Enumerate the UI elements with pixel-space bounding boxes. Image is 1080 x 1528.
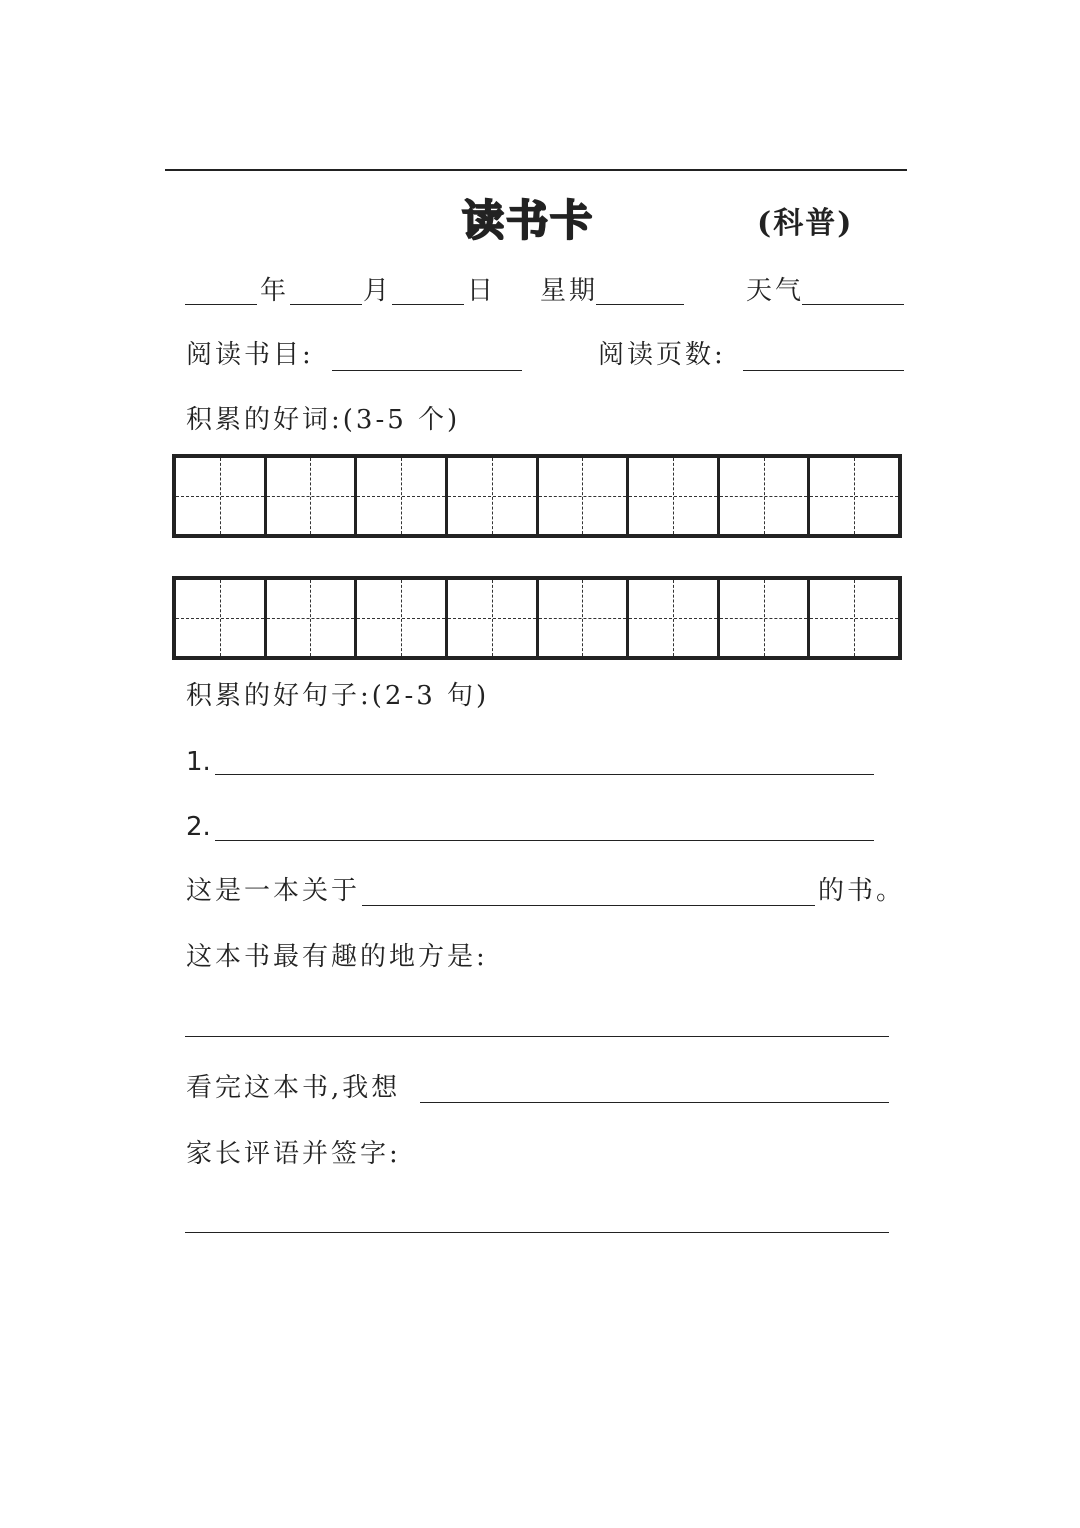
- day-blank[interactable]: [392, 304, 464, 305]
- pages-read-label: 阅读页数:: [598, 340, 726, 370]
- sentence-2-blank[interactable]: [215, 840, 874, 841]
- grid-cell[interactable]: [445, 458, 536, 534]
- grid-cell[interactable]: [264, 580, 355, 656]
- grid-cell[interactable]: [626, 458, 717, 534]
- weekday-label: 星期: [540, 276, 599, 306]
- most-interesting-label: 这本书最有趣的地方是:: [186, 942, 488, 972]
- parent-comment-blank[interactable]: [185, 1232, 889, 1233]
- word-grid-row-2[interactable]: [172, 576, 902, 660]
- book-title-label: 阅读书目:: [186, 340, 314, 370]
- day-label: 日: [467, 276, 497, 306]
- good-sentences-label: 积累的好句子:(2-3 句): [186, 681, 490, 711]
- grid-cell[interactable]: [717, 458, 808, 534]
- category-label: (科普): [757, 206, 854, 241]
- grid-cell[interactable]: [536, 458, 627, 534]
- sentence-1-blank[interactable]: [215, 774, 874, 775]
- top-divider: [165, 169, 907, 171]
- after-reading-label: 看完这本书,我想: [186, 1073, 401, 1103]
- grid-cell[interactable]: [176, 458, 264, 534]
- after-reading-blank[interactable]: [420, 1102, 889, 1103]
- grid-cell[interactable]: [626, 580, 717, 656]
- grid-cell[interactable]: [264, 458, 355, 534]
- sentence-number-2: 2.: [186, 812, 211, 842]
- weather-blank[interactable]: [802, 304, 904, 305]
- grid-cell[interactable]: [354, 458, 445, 534]
- grid-cell[interactable]: [536, 580, 627, 656]
- about-prefix: 这是一本关于: [186, 876, 361, 906]
- pages-read-blank[interactable]: [743, 370, 904, 371]
- grid-cell[interactable]: [717, 580, 808, 656]
- page-title: 读书卡: [462, 196, 595, 245]
- year-label: 年: [260, 276, 290, 306]
- grid-cell[interactable]: [445, 580, 536, 656]
- sentence-number-1: 1.: [186, 747, 211, 777]
- weekday-blank[interactable]: [596, 304, 684, 305]
- good-words-label: 积累的好词:(3-5 个): [186, 405, 461, 435]
- parent-comment-label: 家长评语并签字:: [186, 1139, 401, 1169]
- month-blank[interactable]: [290, 304, 362, 305]
- weather-label: 天气: [746, 276, 805, 306]
- about-blank[interactable]: [362, 905, 815, 906]
- grid-cell[interactable]: [176, 580, 264, 656]
- most-interesting-blank[interactable]: [185, 1036, 889, 1037]
- grid-cell[interactable]: [807, 580, 898, 656]
- word-grid-row-1[interactable]: [172, 454, 902, 538]
- about-suffix: 的书。: [818, 876, 906, 906]
- year-blank[interactable]: [185, 304, 257, 305]
- book-title-blank[interactable]: [332, 370, 522, 371]
- month-label: 月: [363, 276, 393, 306]
- grid-cell[interactable]: [354, 580, 445, 656]
- grid-cell[interactable]: [807, 458, 898, 534]
